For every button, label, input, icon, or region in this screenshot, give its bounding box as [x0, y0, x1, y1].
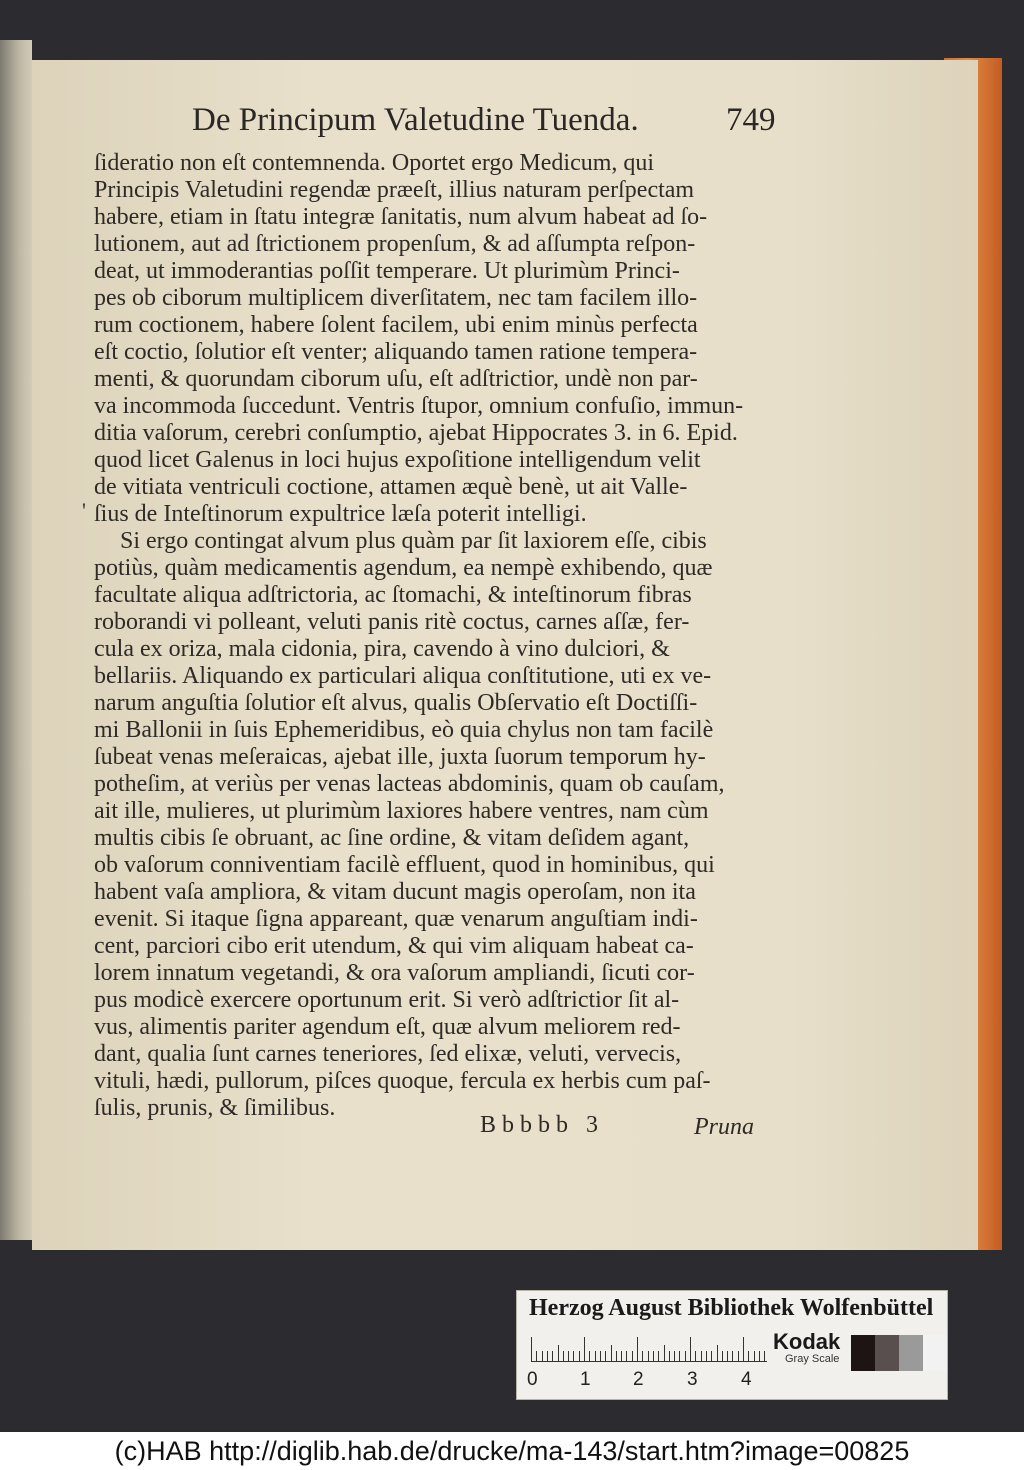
text-line: habere, etiam in ſtatu integræ ſanitatis, num alvum habeat ad ſo- [94, 204, 708, 230]
ruler-tick [748, 1351, 749, 1361]
ruler-tick [563, 1351, 564, 1361]
text-line: Si ergo contingat alvum plus quàm par ſit laxiorem eſſe, cibis [120, 528, 707, 554]
text-line: de vitiata ventriculi coctione, attamen æquè benè, ut ait Valle- [94, 474, 688, 500]
ruler-tick [669, 1351, 670, 1361]
ruler-number: 2 [633, 1369, 644, 1390]
text-line: ſius de Inteſtinorum expultrice læſa poterit intelligi. [94, 501, 587, 527]
text-line: quod licet Galenus in loci hujus expoſitione intelligendum velit [94, 447, 701, 473]
ruler-tick [600, 1351, 601, 1361]
text-line: evenit. Si itaque ſigna appareant, quæ venarum anguſtiam indi- [94, 906, 698, 932]
text-line: ſideratio non eſt contemnenda. Oportet ergo Medicum, qui [94, 150, 655, 176]
ruler-tick [568, 1351, 569, 1361]
gray-swatch [923, 1335, 947, 1371]
ruler-tick [579, 1351, 580, 1361]
header-title: De Principum Valetudine Tuenda. [192, 102, 639, 138]
text-line: narum anguſtia ſolutior eſt alvus, qualis Obſervatio eſt Doctiſſi- [94, 690, 698, 716]
ruler-tick [701, 1351, 702, 1361]
ruler-tick [706, 1351, 707, 1361]
text-line: pes ob ciborum multiplicem diverſitatem, nec tam facilem illo- [94, 285, 698, 311]
text-line: lorem innatum vegetandi, & ora vaſorum ampliandi, ſicuti cor- [94, 960, 695, 986]
margin-mark: ' [82, 498, 86, 523]
ruler-tick [648, 1351, 649, 1361]
ruler-tick [642, 1351, 643, 1361]
text-line: vituli, hædi, pullorum, piſces quoque, fercula ex herbis cum paſ- [94, 1068, 711, 1094]
text-line: potiùs, quàm medicamentis agendum, ea nempè exhibendo, quæ [94, 555, 713, 581]
scale-ruler [531, 1335, 767, 1362]
ruler-tick [759, 1351, 760, 1361]
ruler-tick [685, 1351, 686, 1361]
ruler-tick [558, 1345, 559, 1361]
text-line: ſubeat venas meſeraicas, ajebat ille, juxta ſuorum temporum hy- [94, 744, 706, 770]
text-line: menti, & quorundam ciborum uſu, eſt adſtrictior, undè non par- [94, 366, 698, 392]
ruler-tick [621, 1351, 622, 1361]
ruler-tick [711, 1351, 712, 1361]
ruler-tick [679, 1351, 680, 1361]
text-line: va incommoda ſuccedunt. Ventris ſtupor, omnium confuſio, immun- [94, 393, 744, 419]
catchword: Pruna [694, 1114, 754, 1140]
signature-mark: Bbbbb 3 [480, 1112, 605, 1138]
ruler-tick [637, 1337, 638, 1361]
text-line: facultate aliqua adſtrictoria, ac ſtomachi, & inteſtinorum fibras [94, 582, 692, 608]
ruler-tick [695, 1351, 696, 1361]
ruler-tick [764, 1351, 765, 1361]
ruler-tick [531, 1337, 532, 1361]
ruler-tick [732, 1351, 733, 1361]
library-label-card [516, 1290, 948, 1400]
text-line: lutionem, aut ad ſtrictionem propenſum, & ad aſſumpta reſpon- [94, 231, 696, 257]
ruler-number: 0 [527, 1369, 538, 1390]
left-page-edge [0, 40, 32, 1240]
ruler-tick [674, 1351, 675, 1361]
text-line: ditia vaſorum, cerebri conſumptio, ajebat Hippocrates 3. in 6. Epid. [94, 420, 738, 446]
ruler-tick [738, 1351, 739, 1361]
gray-scale-label: Gray Scale [785, 1353, 840, 1365]
ruler-tick [584, 1337, 585, 1361]
ruler-numbers [527, 1369, 767, 1393]
gray-scale-swatches [851, 1335, 947, 1371]
ruler-tick [743, 1337, 744, 1361]
text-line: potheſim, at veriùs per venas lacteas abdominis, quam ob cauſam, [94, 771, 725, 797]
text-line: ob vaſorum conniventiam facilè effluent, quod in hominibus, qui [94, 852, 715, 878]
gray-swatch [875, 1335, 899, 1371]
ruler-tick [616, 1351, 617, 1361]
text-line: habent vaſa ampliora, & vitam ducunt magis operoſam, non ita [94, 879, 696, 905]
page-number: 749 [726, 102, 776, 138]
text-line: bellariis. Aliquando ex particulari aliqua conſtitutione, uti ex ve- [94, 663, 712, 689]
ruler-tick [658, 1351, 659, 1361]
text-line: roborandi vi polleant, veluti panis ritè coctus, carnes aſſæ, fer- [94, 609, 690, 635]
ruler-tick [632, 1351, 633, 1361]
ruler-tick [605, 1351, 606, 1361]
text-line: vus, alimentis pariter agendum eſt, quæ alvum meliorem red- [94, 1014, 681, 1040]
running-header [192, 102, 792, 146]
ruler-tick [727, 1351, 728, 1361]
text-line: deat, ut immoderantias poſſit temperare. Ut plurimùm Princi- [94, 258, 680, 284]
gray-swatch [899, 1335, 923, 1371]
gray-swatch [851, 1335, 875, 1371]
ruler-tick [542, 1351, 543, 1361]
text-line: cula ex oriza, mala cidonia, pira, cavendo à vino dulciori, & [94, 636, 670, 662]
ruler-tick [717, 1345, 718, 1361]
ruler-tick [664, 1345, 665, 1361]
text-line: cent, parciori cibo erit utendum, & qui vim aliquam habeat ca- [94, 933, 694, 959]
text-line: ait ille, mulieres, ut plurimùm laxiores habere ventres, nam cùm [94, 798, 709, 824]
ruler-number: 3 [687, 1369, 698, 1390]
ruler-tick [722, 1351, 723, 1361]
text-line: Principis Valetudini regendæ præeſt, illius naturam perſpectam [94, 177, 695, 203]
kodak-logo: Kodak [773, 1329, 841, 1354]
text-line: mi Ballonii in ſuis Ephemeridibus, eò quia chylus non tam facilè [94, 717, 714, 743]
library-name: Herzog August Bibliothek Wolfenbüttel [529, 1295, 934, 1321]
ruler-tick [653, 1351, 654, 1361]
ruler-tick [536, 1351, 537, 1361]
ruler-number: 1 [580, 1369, 591, 1390]
ruler-tick [611, 1345, 612, 1361]
text-line: eſt coctio, ſolutior eſt venter; aliquando tamen ratione tempera- [94, 339, 698, 365]
text-line: multis cibis ſe obruant, ac ſine ordine, & vitam deſidem agant, [94, 825, 690, 851]
ruler-tick [547, 1351, 548, 1361]
body-text [94, 150, 770, 1122]
ruler-number: 4 [741, 1369, 752, 1390]
ruler-tick [589, 1351, 590, 1361]
text-line: dant, qualia ſunt carnes teneriores, ſed elixæ, veluti, vervecis, [94, 1041, 682, 1067]
ruler-tick [690, 1337, 691, 1361]
ruler-tick [626, 1351, 627, 1361]
text-line: pus modicè exercere oportunum erit. Si verò adſtrictior ſit al- [94, 987, 680, 1013]
ruler-tick [552, 1351, 553, 1361]
ruler-tick [595, 1351, 596, 1361]
page-footer [480, 1112, 780, 1142]
text-line: ſulis, prunis, & ſimilibus. [94, 1095, 336, 1121]
ruler-tick [754, 1351, 755, 1361]
ruler-tick [573, 1351, 574, 1361]
copyright-caption: (c)HAB http://diglib.hab.de/drucke/ma-143/start.htm?image=00825 [0, 1432, 1024, 1470]
text-line: rum coctionem, habere ſolent facilem, ubi enim minùs perfecta [94, 312, 698, 338]
